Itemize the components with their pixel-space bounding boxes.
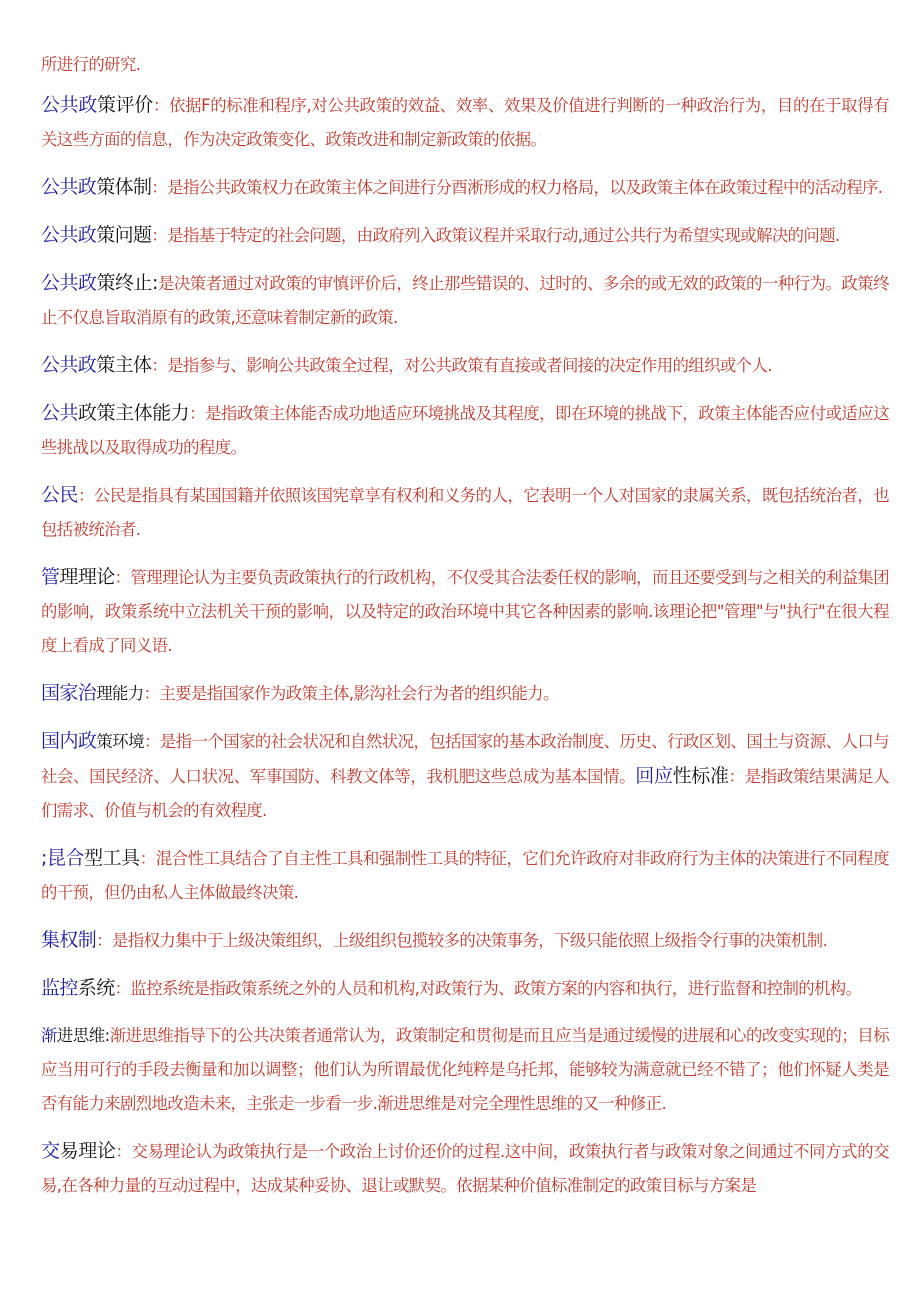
definition-text: ：是指政策主体能否成功地适应环境挑战及其程度，即在环境的挑战下，政策主体能否应付或适应这些挑战以及取得成功的程度。 [41, 404, 889, 457]
entry-policy-subject-capacity [41, 396, 889, 465]
term-prefix: 交 [41, 1140, 60, 1162]
definition-text: ：交易理论认为政策执行是一个政治上讨价还价的过程.这中间，政策执行者与政策对象之间通过不同方式的交易,在各种力量的互动过程中，达成某种妥协、退让或默契。依据某种价值标准制定的政策目标与方案是 [41, 1142, 890, 1195]
entry-citizen [41, 478, 889, 547]
term-suffix: 型工具 [84, 847, 140, 869]
definition-text: 是决策者通过对政策的审慎评价后，终止那些错误的、过时的、多余的或无效的政策的一种行为。政策终止不仅息旨取消原有的政策,还意味着制定新的政策. [41, 274, 889, 327]
term-prefix: 国内政 [41, 730, 97, 752]
term-prefix: 集权制 [41, 929, 97, 951]
entry-management-theory [41, 560, 889, 663]
term-prefix: 公共政 [41, 176, 97, 198]
entry-monitoring-system [41, 971, 889, 1006]
term-prefix: 公共政 [41, 354, 97, 376]
term-suffix: 策问题 [96, 224, 152, 246]
term-suffix: 策评价 [96, 94, 153, 116]
entry-incremental-thinking [41, 1019, 889, 1121]
definition-text: ：是指参与、影响公共政策全过程，对公共政策有直接或者间接的决定作用的组织或个人. [151, 356, 772, 375]
definition-text: ：是指基于特定的社会问题，由政府列入政策议程并采取行动,通过公共行为希望实现或解决的问题. [151, 226, 840, 245]
term-prefix: 监控 [41, 977, 78, 999]
term-prefix: 公共政 [41, 272, 97, 294]
term-suffix: 政策主体能力 [78, 402, 190, 424]
intro-sentence: 所进行的研究. [41, 55, 141, 74]
definition-text: ：依据F的标准和程序,对公共政策的效益、效率、效果及价值进行判断的一种政治行为，目的在于取得有关这些方面的信息，作为决定政策变化、政策改进和制定新政策的依据。 [41, 96, 889, 149]
definition-text: ：主要是指国家作为政策主体,影沟社会行为者的组织能力。 [143, 684, 559, 703]
entry-hybrid-tools [41, 841, 889, 910]
definition-text: ：是指权力集中于上级决策组织，上级组织包揽较多的决策事务，下级只能依照上级指令行事的决策机制. [96, 931, 828, 950]
term-suffix: 易理论 [59, 1140, 116, 1162]
entry-centralization [41, 923, 889, 958]
entry-public-policy-termination [41, 266, 889, 335]
entry-domestic-policy-environment [41, 724, 889, 828]
entry-public-policy-problem [41, 218, 889, 253]
entry-transaction-theory [41, 1134, 889, 1203]
document-page [41, 52, 889, 1216]
entry-public-policy-system [41, 170, 889, 205]
term-suffix: 策主体 [96, 354, 152, 376]
definition-text-2: ：是指政策结果满足人们需求、价值与机会的有效程度. [41, 767, 889, 820]
term-suffix: 理理论 [59, 566, 115, 588]
term-suffix: 策终止: [96, 272, 158, 294]
term-prefix: 公共 [41, 402, 79, 424]
definition-text: ：监控系统是指政策系统之外的人员和机构,对政策行为、政策方案的内容和执行，进行监督和控制的机构。 [114, 979, 862, 998]
term-prefix: 渐 [41, 1026, 57, 1045]
entry-state-governance-capacity [41, 676, 889, 711]
term-prefix: 管 [41, 566, 60, 588]
definition-text: ：混合性工具结合了自主性工具和强制性工具的特征，它们允许政府对非政府行为主体的决策进行不同程度的干预，但仍由私人主体做最终决策. [41, 849, 889, 902]
term-prefix: 国家治 [41, 682, 97, 704]
term-prefix: 公民 [41, 484, 79, 506]
term-suffix-2: 性标准 [672, 765, 729, 787]
term-suffix: 策体制 [96, 176, 152, 198]
definition-text: ：公民是指具有某国国籍并依照该国宪章享有权利和义务的人，它表明一个人对国家的隶属关系，既包括统治者，也包括被统治者. [41, 486, 889, 539]
term-suffix: 理能力 [96, 684, 144, 703]
entry-public-policy-subject [41, 348, 889, 383]
term-suffix: 进思维: [56, 1026, 110, 1045]
term-suffix: 策环境 [96, 732, 144, 751]
intro-text [41, 52, 889, 78]
term-prefix: 公共政 [41, 224, 97, 246]
term-prefix-2: 回应 [635, 765, 673, 787]
term-prefix: ;昆合 [41, 847, 85, 869]
term-suffix: 系统 [77, 977, 115, 999]
entry-public-policy-evaluation [41, 88, 889, 157]
term-prefix: 公共政 [41, 94, 97, 116]
definition-text: 渐进思维指导下的公共决策者通常认为，政策制定和贯彻是而且应当是通过缓慢的进展和心的改变实现的；目标应当用可行的手段去衡量和加以调整；他们认为所谓最优化纯粹是乌托邦，能够较为满意就已经不错了；他们怀疑人类是否有能力来剧烈地改造未来，主张走一步看一步.渐进思维是对完全理性思维的又一种修正. [41, 1026, 890, 1113]
definition-text: ：是指一个国家的社会状况和自然状况，包括国家的基本政治制度、历史、行政区划、国土与资源、人口与社会、国民经济、人口状况、军事国防、科教文体等，我机肥这些总成为基本国情。 [41, 732, 889, 786]
definition-text: ：是指公共政策权力在政策主体之间进行分酉淅形成的权力格局，以及政策主体在政策过程中的活动程序. [151, 178, 883, 197]
definition-text: ：管理理论认为主要负责政策执行的行政机构，不仅受其合法委任权的影响，而且还要受到与之相关的利益集团的影响，政策系统中立法机关干预的影响，以及特定的政治环境中其它各种因素的影响.该理论把"管理"与"执行"在很大程度上看成了同义语. [41, 568, 890, 655]
